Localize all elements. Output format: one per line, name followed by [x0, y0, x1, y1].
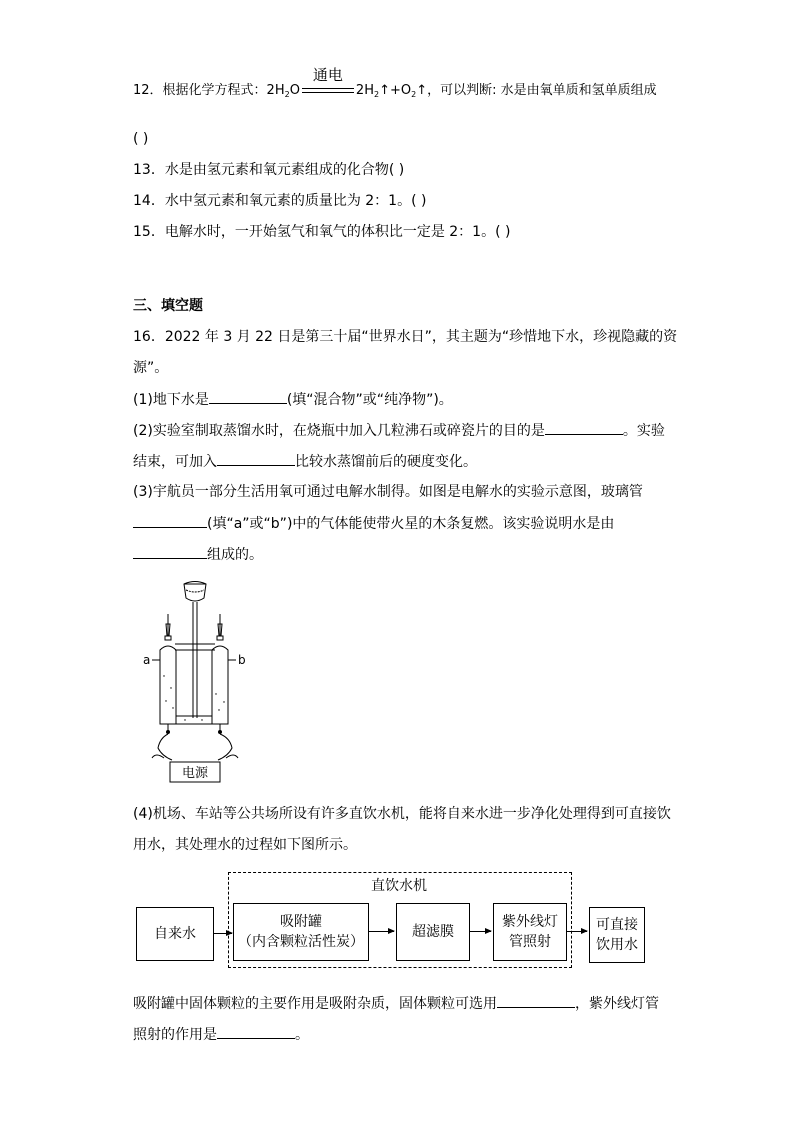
- answer-blank[interactable]: [497, 993, 575, 1008]
- ultrafiltration-box: 超滤膜: [396, 903, 470, 961]
- q12-condition: 通电: [300, 81, 356, 101]
- q16-part-4-line1: (4)机场、车站等公共场所设有许多直饮水机，能将自来水进一步净化处理得到可直接饮: [133, 806, 671, 822]
- drinkable-water-box: 可直接 饮用水: [589, 907, 645, 963]
- question-15: 15．电解水时，一开始氢气和氧气的体积比一定是 2：1。( ): [133, 224, 511, 240]
- answer-blank[interactable]: [133, 544, 207, 559]
- q16-last-line1: 吸附罐中固体颗粒的主要作用是吸附杂质，固体颗粒可选用 ，紫外线灯管: [133, 993, 659, 1014]
- question-12: [133, 66, 657, 105]
- tube-b-label: b: [238, 653, 246, 667]
- q16-part-3-line1: (3)宇航员一部分生活用氧可通过电解水制得。如图是电解水的实验示意图，玻璃管: [133, 484, 643, 500]
- flow-arrow: [213, 933, 232, 934]
- question-13: 13．水是由氢元素和氧元素组成的化合物( ): [133, 162, 405, 178]
- q16-part-2-line2: 结束，可加入 比较水蒸馏前后的硬度变化。: [133, 451, 477, 472]
- flow-arrow: [368, 931, 394, 932]
- q12-reactant: $2H_2O$: [266, 83, 300, 99]
- electrolysis-apparatus: [140, 576, 250, 786]
- q12-prefix: 12．根据化学方程式：: [133, 83, 267, 98]
- water-dispenser-title: 直饮水机: [371, 878, 427, 894]
- q16-last-line2: 照射的作用是 。: [133, 1024, 309, 1045]
- answer-blank[interactable]: [545, 420, 623, 435]
- answer-blank[interactable]: [133, 513, 207, 528]
- question-14: 14．水中氢元素和氧元素的质量比为 2：1。( ): [133, 193, 427, 209]
- tube-a-label: a: [143, 653, 151, 667]
- answer-blank[interactable]: [217, 1024, 295, 1039]
- flow-arrow: [469, 931, 491, 932]
- tap-water-box: 自来水: [136, 907, 214, 961]
- q16-intro-1: 16．2022 年 3 月 22 日是第三十届“世界水日”，其主题为“珍惜地下水，珍视隐藏的资: [133, 329, 678, 345]
- q16-part-4-line2: 用水，其处理水的过程如下图所示。: [133, 837, 357, 853]
- q12-products: $2H_2↑+O_2↑$: [355, 83, 428, 99]
- section-title: 三、填空题: [133, 298, 203, 314]
- q16-intro-2: 源”。: [133, 360, 169, 376]
- flow-arrow: [566, 931, 587, 932]
- q16-part-1: (1)地下水是 (填“混合物”或“纯净物”)。: [133, 389, 453, 410]
- power-source-label: 电源: [181, 766, 209, 781]
- answer-blank[interactable]: [209, 389, 287, 404]
- answer-blank[interactable]: [217, 451, 295, 466]
- q12-bracket: ( ): [133, 131, 149, 147]
- q16-part-3-line2: (填“a”或“b”)中的气体能使带火星的木条复燃。该实验说明水是由: [133, 513, 614, 534]
- q16-part-2-line1: (2)实验室制取蒸馏水时，在烧瓶中加入几粒沸石或碎瓷片的目的是 。实验: [133, 420, 665, 441]
- q16-part-3-line3: 组成的。: [133, 544, 263, 565]
- q12-suffix: ，可以判断: 水是由氧单质和氢单质组成: [427, 83, 657, 98]
- adsorption-tank-box: 吸附罐 （内含颗粒活性炭）: [233, 903, 369, 961]
- uv-lamp-box: 紫外线灯 管照射: [493, 903, 567, 961]
